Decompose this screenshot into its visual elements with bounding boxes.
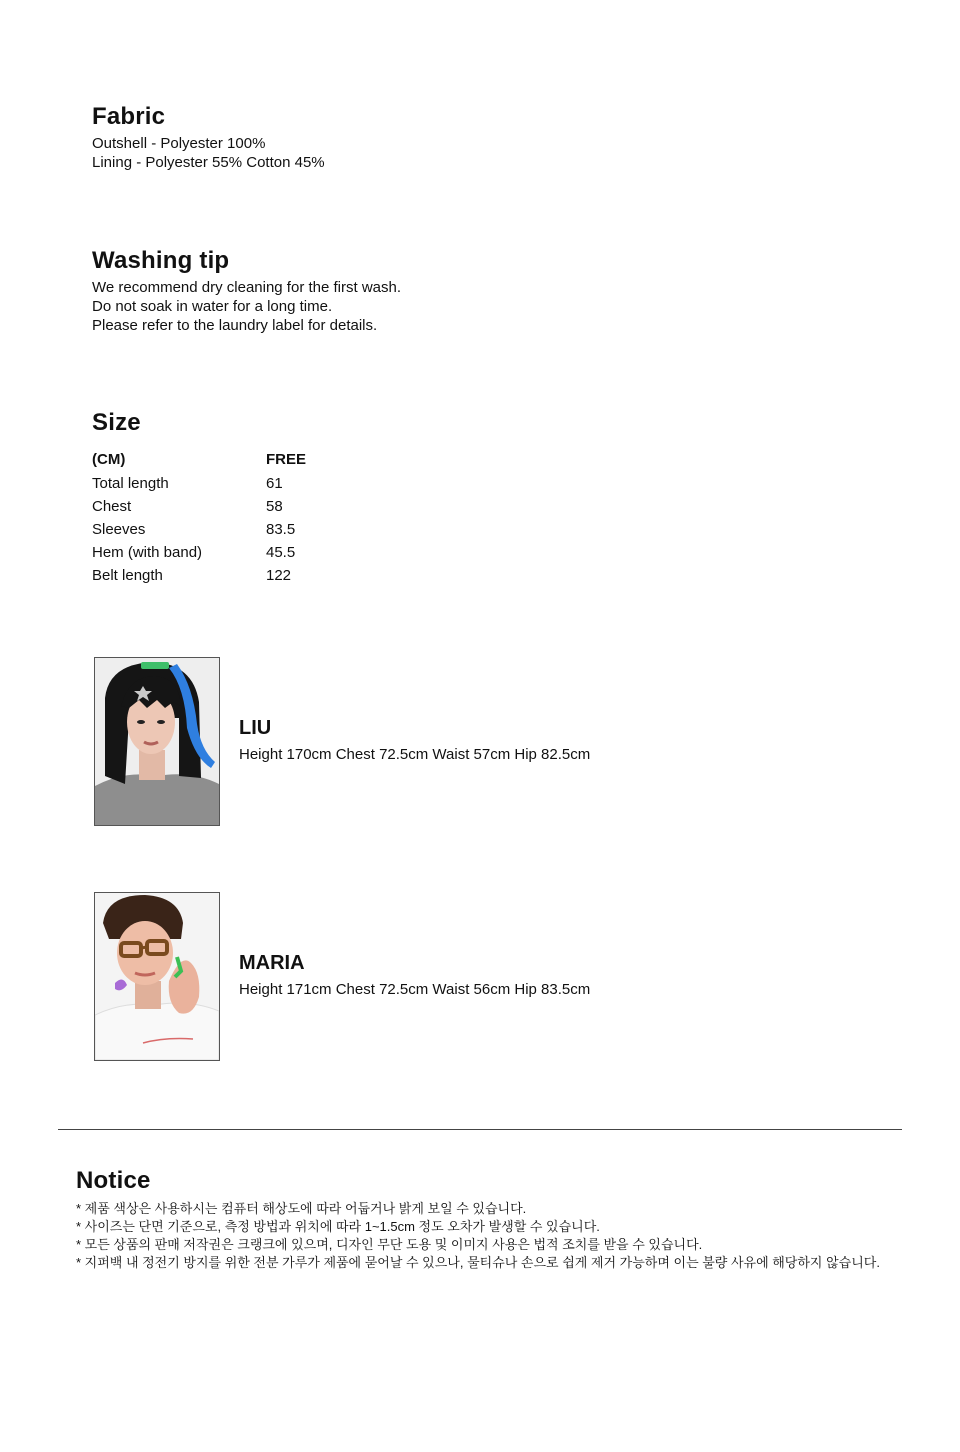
table-row: [92, 518, 306, 541]
model-name: MARIA: [239, 952, 305, 974]
washing-line: Do not soak in water for a long time.: [92, 298, 333, 316]
washing-section: [92, 248, 401, 335]
model-portrait-icon: [95, 893, 219, 1060]
unit-header: (CM): [92, 450, 126, 468]
measure-value: 122: [266, 567, 292, 585]
washing-line: Please refer to the laundry label for details.: [92, 317, 378, 335]
notice-line: * 모든 상품의 판매 저작권은 크랭크에 있으며, 디자인 무단 도용 및 이미지 사용은 법적 조치를 받을 수 있습니다.: [76, 1237, 703, 1253]
measure-label: Hem (with band): [92, 544, 203, 562]
notice-line: * 지퍼백 내 정전기 방지를 위한 전분 가루가 제품에 묻어날 수 있으나, 물티슈나 손으로 쉽게 제거 가능하며 이는 불량 사유에 해당하지 않습니다.: [76, 1255, 880, 1271]
fabric-line: Lining - Polyester 55% Cotton 45%: [92, 154, 325, 172]
fabric-line: Outshell - Polyester 100%: [92, 135, 266, 153]
measure-label: Sleeves: [92, 521, 146, 539]
model-card-liu: [94, 657, 794, 827]
washing-line: We recommend dry cleaning for the first wash.: [92, 279, 402, 297]
size-title: Size: [92, 409, 141, 436]
model-photo-liu: [94, 657, 220, 826]
model-card-maria: [94, 892, 794, 1062]
measure-label: Chest: [92, 498, 132, 516]
notice-section: [76, 1168, 936, 1272]
notice-line: * 사이즈는 단면 기준으로, 측정 방법과 위치에 따라 1~1.5cm 정도 오차가 발생할 수 있습니다.: [76, 1219, 600, 1235]
measure-value: 61: [266, 475, 283, 493]
table-row: [92, 541, 306, 564]
size-table: [92, 446, 306, 587]
fabric-section: [92, 104, 325, 172]
measure-value: 45.5: [266, 544, 296, 562]
notice-line: * 제품 색상은 사용하시는 컴퓨터 해상도에 따라 어둡거나 밝게 보일 수 있습니다.: [76, 1201, 527, 1217]
model-portrait-icon: [95, 658, 219, 825]
measure-label: Belt length: [92, 567, 163, 585]
table-row: [92, 564, 306, 587]
section-divider: [58, 1129, 902, 1130]
size-section: [92, 410, 306, 587]
table-row: [92, 472, 306, 495]
measure-label: Total length: [92, 475, 169, 493]
size-header: FREE: [266, 450, 307, 468]
model-stats: Height 171cm Chest 72.5cm Waist 56cm Hip 83.5cm: [239, 981, 591, 998]
notice-title: Notice: [76, 1167, 151, 1194]
model-stats: Height 170cm Chest 72.5cm Waist 57cm Hip 82.5cm: [239, 746, 591, 763]
table-row: [92, 495, 306, 518]
measure-value: 58: [266, 498, 283, 516]
model-photo-maria: [94, 892, 220, 1061]
model-name: LIU: [239, 717, 272, 739]
size-table-header: [92, 446, 306, 472]
washing-title: Washing tip: [92, 247, 230, 274]
fabric-title: Fabric: [92, 103, 166, 130]
measure-value: 83.5: [266, 521, 296, 539]
